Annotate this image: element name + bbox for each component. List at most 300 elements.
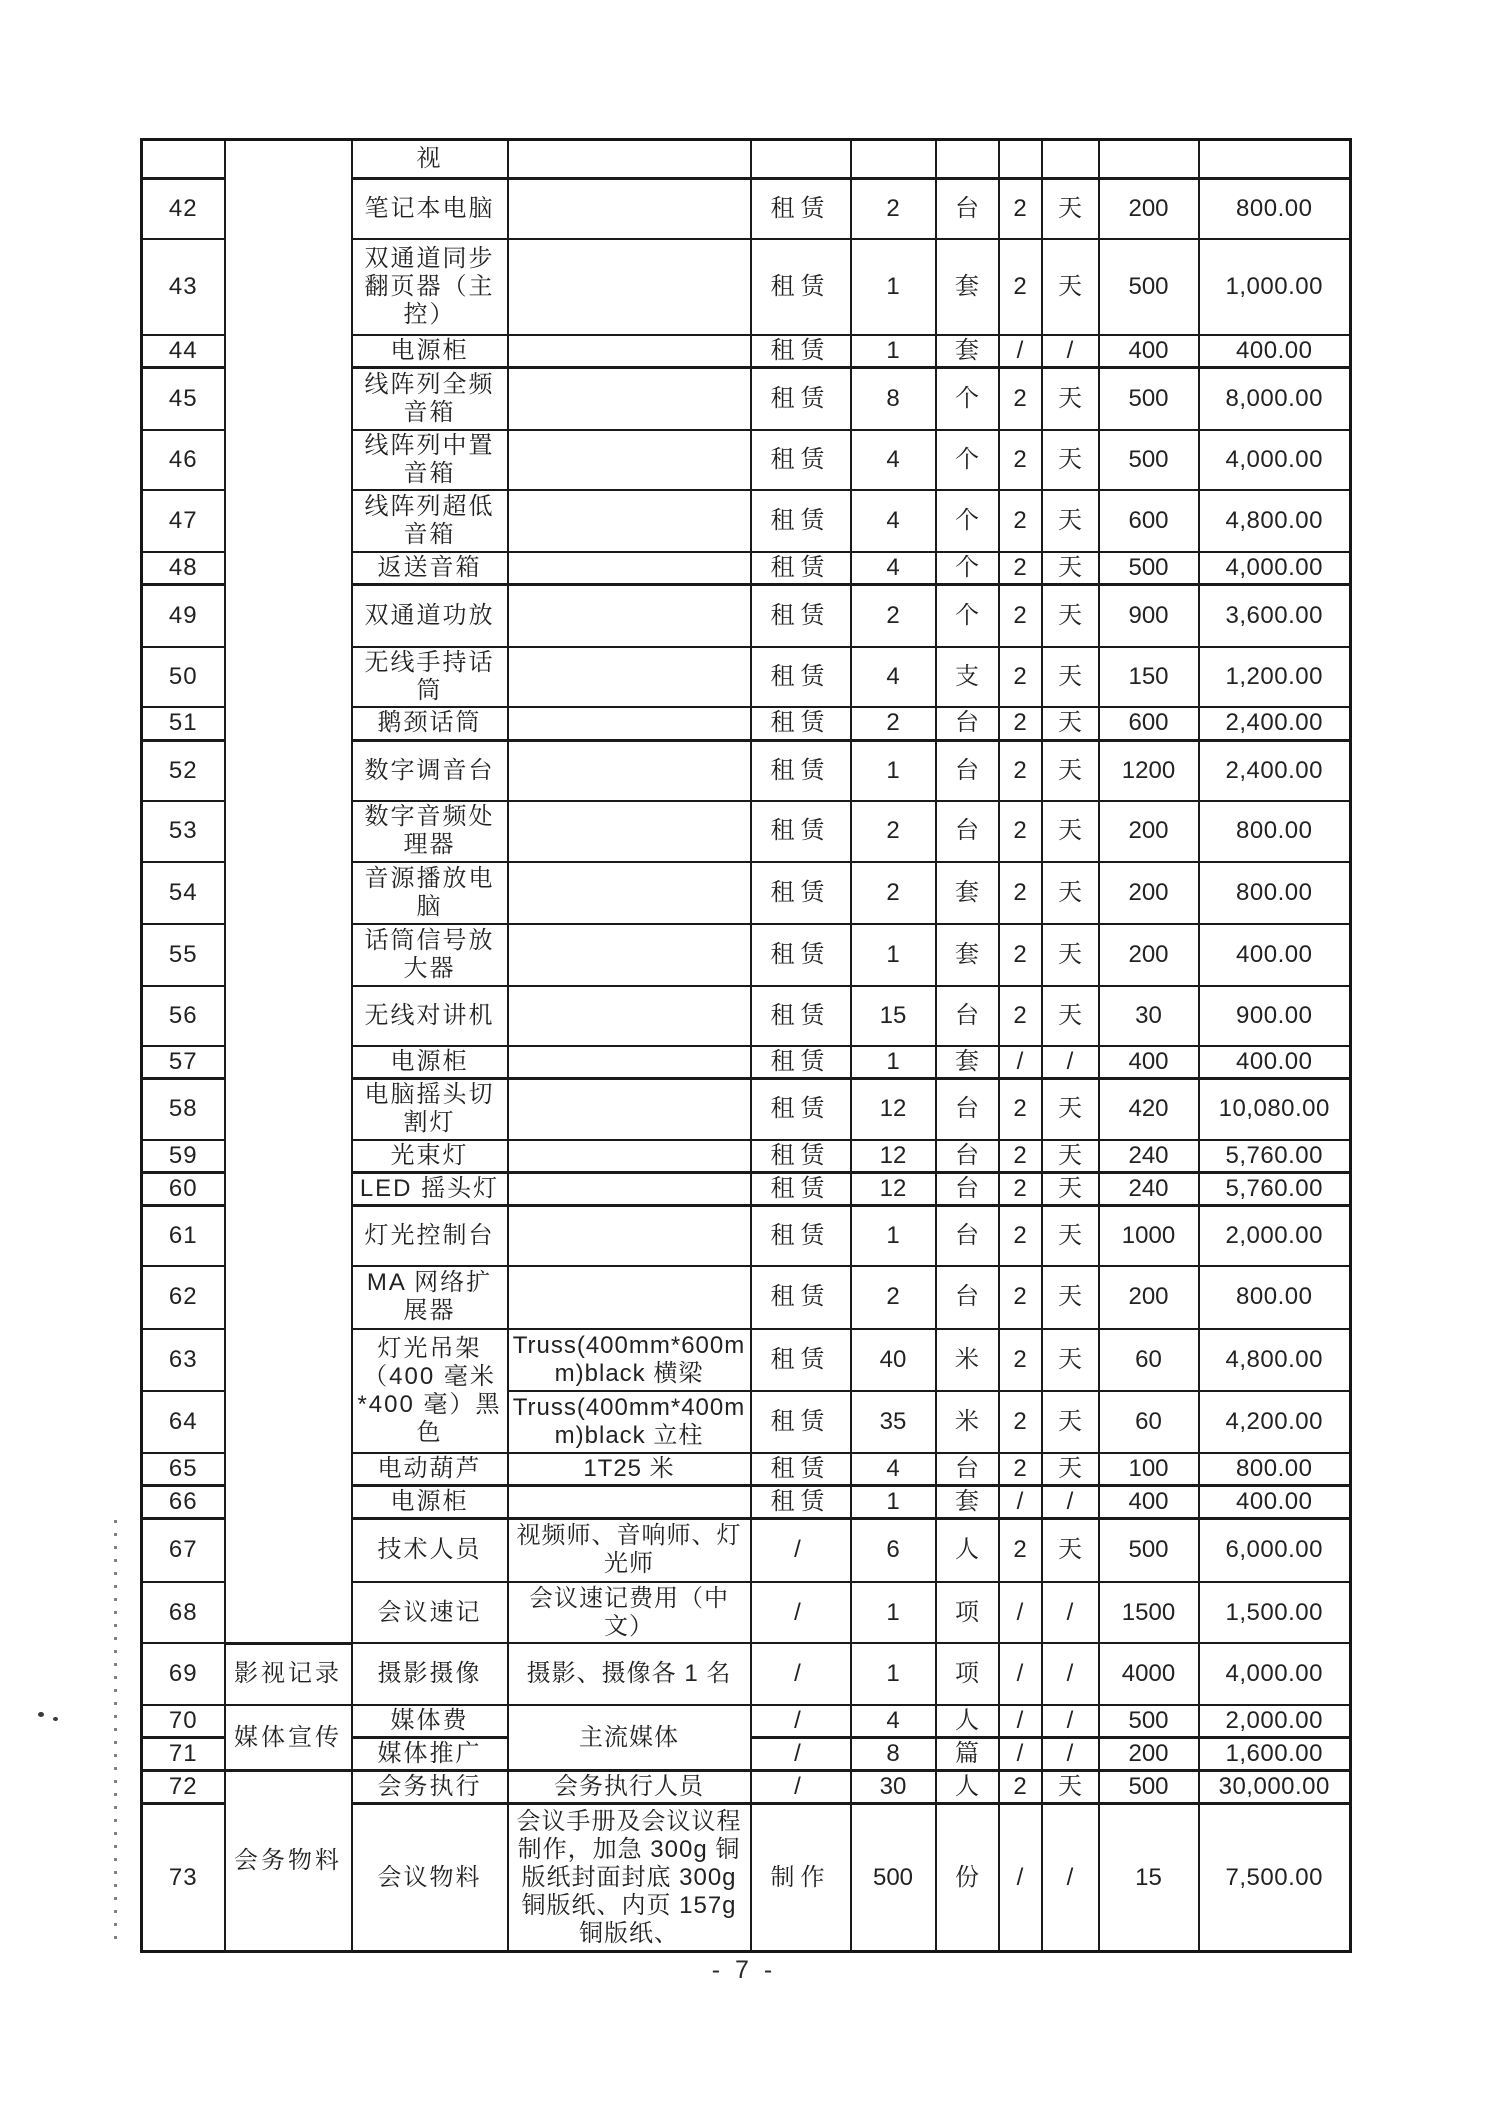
table-cell: 会务执行人员 [508, 1771, 751, 1804]
scan-artifact [114, 1520, 117, 1945]
table-cell: 6 [851, 1518, 936, 1582]
table-cell: 58 [142, 1078, 225, 1140]
table-cell: 租赁 [751, 1329, 851, 1391]
table-cell [225, 140, 352, 1644]
table-cell: 台 [936, 1453, 999, 1486]
table-cell: 7,500.00 [1199, 1804, 1351, 1952]
table-cell: 150 [1099, 647, 1199, 707]
table-cell: 500 [1099, 367, 1199, 430]
table-cell: 媒体宣传 [225, 1705, 352, 1771]
table-cell: 篇 [936, 1738, 999, 1771]
table-cell: 天 [1042, 1518, 1099, 1582]
table-cell: 无线手持话筒 [352, 647, 508, 707]
table-cell: 天 [1042, 1453, 1099, 1486]
table-cell: 数字调音台 [352, 741, 508, 801]
table-cell: 5,760.00 [1199, 1140, 1351, 1173]
table-cell: 套 [936, 239, 999, 335]
table-cell: / [999, 1582, 1042, 1643]
table-cell: 4 [851, 430, 936, 490]
table-cell [508, 552, 751, 585]
table-cell: 8 [851, 1738, 936, 1771]
table-cell: 天 [1042, 647, 1099, 707]
table-cell: 天 [1042, 367, 1099, 430]
table-cell: 800.00 [1199, 1453, 1351, 1486]
table-cell: 500 [1099, 1518, 1199, 1582]
table-cell: 8 [851, 367, 936, 430]
table-cell: 2 [999, 1140, 1042, 1173]
table-cell: 200 [1099, 179, 1199, 239]
table-cell [508, 585, 751, 647]
table-cell: 电脑摇头切割灯 [352, 1078, 508, 1140]
table-cell: 1 [851, 239, 936, 335]
table-cell: 60 [142, 1173, 225, 1206]
table-cell: 租赁 [751, 924, 851, 986]
scan-artifact [53, 1717, 58, 1721]
table-cell: 4,000.00 [1199, 1643, 1351, 1705]
table-cell: 天 [1042, 1771, 1099, 1804]
table-cell: 双通道同步翻页器（主控） [352, 239, 508, 335]
table-cell: 2 [999, 179, 1042, 239]
table-cell: 4000 [1099, 1643, 1199, 1705]
table-cell: 1T25 米 [508, 1453, 751, 1486]
table-cell: 天 [1042, 490, 1099, 552]
table-cell: 租赁 [751, 179, 851, 239]
table-cell: 个 [936, 552, 999, 585]
table-cell: 天 [1042, 1329, 1099, 1391]
table-cell: 天 [1042, 924, 1099, 986]
table-cell [508, 1173, 751, 1206]
table-cell [508, 1206, 751, 1266]
table-cell: 返送音箱 [352, 552, 508, 585]
table-cell [1199, 140, 1351, 179]
table-cell: 租赁 [751, 490, 851, 552]
table-cell: 200 [1099, 862, 1199, 924]
table-cell: 台 [936, 801, 999, 862]
table-cell: 电源柜 [352, 1046, 508, 1079]
table-cell: 240 [1099, 1173, 1199, 1206]
table-cell: 2 [999, 801, 1042, 862]
table-cell: 60 [1099, 1391, 1199, 1453]
table-cell: 200 [1099, 1738, 1199, 1771]
table-cell: 租赁 [751, 741, 851, 801]
table-cell: 72 [142, 1771, 225, 1804]
table-cell: 双通道功放 [352, 585, 508, 647]
table-cell: 12 [851, 1078, 936, 1140]
table-cell: 62 [142, 1266, 225, 1329]
table-cell: 2 [999, 707, 1042, 741]
table-cell: 台 [936, 1206, 999, 1266]
table-cell [1042, 140, 1099, 179]
table-cell [508, 647, 751, 707]
table-cell [508, 924, 751, 986]
table-cell: / [999, 1046, 1042, 1079]
table-cell: 天 [1042, 552, 1099, 585]
table-cell: 租赁 [751, 335, 851, 368]
table-cell [508, 1485, 751, 1518]
table-cell: / [1042, 1738, 1099, 1771]
table-cell: 天 [1042, 986, 1099, 1046]
table-cell [508, 741, 751, 801]
table-cell [508, 862, 751, 924]
table-cell: / [751, 1738, 851, 1771]
table-cell: 租赁 [751, 862, 851, 924]
table-cell: 1,200.00 [1199, 647, 1351, 707]
table-cell: 套 [936, 335, 999, 368]
table-cell: 42 [142, 179, 225, 239]
table-cell: 70 [142, 1705, 225, 1738]
table-cell: MA 网络扩展器 [352, 1266, 508, 1329]
table-cell: 天 [1042, 1140, 1099, 1173]
table-cell: 天 [1042, 430, 1099, 490]
table-cell: 个 [936, 430, 999, 490]
table-cell: 会议速记费用（中文） [508, 1582, 751, 1643]
table-cell [508, 1266, 751, 1329]
table-cell: 64 [142, 1391, 225, 1453]
table-cell: 租赁 [751, 1485, 851, 1518]
table-cell: 租赁 [751, 585, 851, 647]
table-cell: 49 [142, 585, 225, 647]
table-cell: 71 [142, 1738, 225, 1771]
table-cell: 400 [1099, 1046, 1199, 1079]
table-cell: 500 [1099, 552, 1199, 585]
table-cell: 套 [936, 1046, 999, 1079]
table-cell: 600 [1099, 490, 1199, 552]
table-cell: 台 [936, 707, 999, 741]
table-cell: 台 [936, 741, 999, 801]
table-cell: 数字音频处理器 [352, 801, 508, 862]
table-cell: 电动葫芦 [352, 1453, 508, 1486]
table-cell: / [1042, 1485, 1099, 1518]
table-cell: 46 [142, 430, 225, 490]
table-cell: 4,000.00 [1199, 430, 1351, 490]
table-cell: 会务物料 [225, 1771, 352, 1952]
table-cell: 视 [352, 140, 508, 179]
table-cell: 2,400.00 [1199, 741, 1351, 801]
table-cell: 1,000.00 [1199, 239, 1351, 335]
table-cell: Truss(400mm*600mm)black 横梁 [508, 1329, 751, 1391]
table-cell: 台 [936, 1078, 999, 1140]
table-cell: 项 [936, 1582, 999, 1643]
table-cell [508, 490, 751, 552]
table-cell: 2,000.00 [1199, 1206, 1351, 1266]
table-cell: 1 [851, 924, 936, 986]
table-cell [751, 140, 851, 179]
table-cell [1099, 140, 1199, 179]
table-cell: 6,000.00 [1199, 1518, 1351, 1582]
table-cell: 套 [936, 924, 999, 986]
table-cell: 52 [142, 741, 225, 801]
table-cell: 3,600.00 [1199, 585, 1351, 647]
table-cell: 2 [999, 1771, 1042, 1804]
table-cell: / [999, 1485, 1042, 1518]
table-cell [508, 140, 751, 179]
table-cell: 2 [999, 1518, 1042, 1582]
table-cell: 4,800.00 [1199, 1329, 1351, 1391]
table-cell: 5,760.00 [1199, 1173, 1351, 1206]
table-cell: 51 [142, 707, 225, 741]
table-cell: 笔记本电脑 [352, 179, 508, 239]
table-cell: 66 [142, 1485, 225, 1518]
table-cell: 61 [142, 1206, 225, 1266]
table-cell: 台 [936, 1140, 999, 1173]
table-cell: 53 [142, 801, 225, 862]
table-cell: 2 [999, 367, 1042, 430]
table-cell: 租赁 [751, 1453, 851, 1486]
table-cell: 2 [851, 1266, 936, 1329]
table-cell: 50 [142, 647, 225, 707]
table-cell: 1 [851, 335, 936, 368]
table-cell: 线阵列中置音箱 [352, 430, 508, 490]
table-cell [508, 239, 751, 335]
table-cell: 4 [851, 1453, 936, 1486]
table-cell: 租赁 [751, 1173, 851, 1206]
table-cell: 1 [851, 1206, 936, 1266]
table-cell: 200 [1099, 1266, 1199, 1329]
table-cell: 900 [1099, 585, 1199, 647]
table-cell: 2 [999, 1329, 1042, 1391]
table-cell: 租赁 [751, 239, 851, 335]
table-cell: 500 [851, 1804, 936, 1952]
table-cell: 4,800.00 [1199, 490, 1351, 552]
table-cell: 1,500.00 [1199, 1582, 1351, 1643]
table-cell: 摄影、摄像各 1 名 [508, 1643, 751, 1705]
table-cell [508, 1046, 751, 1079]
table-cell: 1 [851, 1485, 936, 1518]
table-cell: 4 [851, 552, 936, 585]
table-cell: 台 [936, 986, 999, 1046]
table-cell: 天 [1042, 1266, 1099, 1329]
table-cell: 项 [936, 1643, 999, 1705]
table-cell: 60 [1099, 1329, 1199, 1391]
table-cell: 1200 [1099, 741, 1199, 801]
table-cell: 2 [999, 862, 1042, 924]
page-number: - 7 - [711, 1956, 777, 1984]
table-cell: 会议手册及会议议程制作，加急 300g 铜版纸封面封底 300g 铜版纸、内页 157g 铜版纸、 [508, 1804, 751, 1952]
table-cell: 2 [851, 862, 936, 924]
table-cell: 30 [851, 1771, 936, 1804]
table-cell [142, 140, 225, 179]
table-cell: 500 [1099, 1771, 1199, 1804]
table-cell: 租赁 [751, 1266, 851, 1329]
table-cell: 4 [851, 490, 936, 552]
table-cell: 租赁 [751, 707, 851, 741]
table-cell: 73 [142, 1804, 225, 1952]
table-cell: / [1042, 1046, 1099, 1079]
table-cell: 30,000.00 [1199, 1771, 1351, 1804]
table-cell: / [1042, 335, 1099, 368]
table-cell: / [751, 1771, 851, 1804]
table-cell: 900.00 [1199, 986, 1351, 1046]
table-cell: 线阵列超低音箱 [352, 490, 508, 552]
table-cell: 2 [999, 647, 1042, 707]
table-cell: 租赁 [751, 986, 851, 1046]
table-cell: 个 [936, 490, 999, 552]
table-cell: 48 [142, 552, 225, 585]
table-cell: 68 [142, 1582, 225, 1643]
table-cell: 400.00 [1199, 1485, 1351, 1518]
table-cell: 线阵列全频音箱 [352, 367, 508, 430]
table-cell: / [999, 1705, 1042, 1738]
table-cell: 媒体推广 [352, 1738, 508, 1771]
table-cell: 2 [999, 986, 1042, 1046]
table-cell: 2 [851, 801, 936, 862]
table-cell: 800.00 [1199, 179, 1351, 239]
table-cell: 鹅颈话筒 [352, 707, 508, 741]
table-cell: 12 [851, 1173, 936, 1206]
table-cell: / [999, 335, 1042, 368]
table-cell: 65 [142, 1453, 225, 1486]
table-cell: 100 [1099, 1453, 1199, 1486]
table-cell: / [1042, 1643, 1099, 1705]
table-cell: 240 [1099, 1140, 1199, 1173]
table-cell: / [751, 1705, 851, 1738]
table-cell: 租赁 [751, 1078, 851, 1140]
table-cell: 420 [1099, 1078, 1199, 1140]
table-cell: / [1042, 1582, 1099, 1643]
table-cell: 摄影摄像 [352, 1643, 508, 1705]
table-cell: 2 [999, 1206, 1042, 1266]
table-cell: 2 [999, 239, 1042, 335]
table-cell [508, 707, 751, 741]
table-cell: 无线对讲机 [352, 986, 508, 1046]
table-cell: 会议物料 [352, 1804, 508, 1952]
table-cell: 500 [1099, 1705, 1199, 1738]
table-cell: 45 [142, 367, 225, 430]
table-cell [851, 140, 936, 179]
budget-table [140, 138, 1352, 1953]
table-cell [508, 179, 751, 239]
table-cell: 1 [851, 1582, 936, 1643]
table-cell [508, 1078, 751, 1140]
table-cell: 天 [1042, 741, 1099, 801]
table-cell: 天 [1042, 1206, 1099, 1266]
table-cell: 台 [936, 1266, 999, 1329]
table-cell: 1 [851, 1643, 936, 1705]
table-cell: 59 [142, 1140, 225, 1173]
table-cell: 套 [936, 1485, 999, 1518]
table-cell: 会议速记 [352, 1582, 508, 1643]
table-cell: / [751, 1643, 851, 1705]
table-cell: 54 [142, 862, 225, 924]
table-cell: 2 [999, 1453, 1042, 1486]
table-cell: 租赁 [751, 1391, 851, 1453]
table-cell: 2 [999, 741, 1042, 801]
table-cell: 天 [1042, 862, 1099, 924]
table-cell: 600 [1099, 707, 1199, 741]
table-cell [936, 140, 999, 179]
table-cell: 影视记录 [225, 1643, 352, 1705]
table-cell: 800.00 [1199, 862, 1351, 924]
table-cell: / [751, 1582, 851, 1643]
table-cell: 会务执行 [352, 1771, 508, 1804]
table-cell: 台 [936, 1173, 999, 1206]
table-cell: / [999, 1804, 1042, 1952]
table-cell: 56 [142, 986, 225, 1046]
table-cell: 47 [142, 490, 225, 552]
table-cell: 4 [851, 1705, 936, 1738]
table-cell: 媒体费 [352, 1705, 508, 1738]
table-cell: 米 [936, 1329, 999, 1391]
table-cell: 4,200.00 [1199, 1391, 1351, 1453]
table-cell: 1000 [1099, 1206, 1199, 1266]
table-cell: 租赁 [751, 552, 851, 585]
table-cell: 份 [936, 1804, 999, 1952]
table-cell: / [999, 1738, 1042, 1771]
table-cell: 1,600.00 [1199, 1738, 1351, 1771]
table-cell: 技术人员 [352, 1518, 508, 1582]
table-cell: 人 [936, 1518, 999, 1582]
table-cell: 2 [999, 585, 1042, 647]
table-cell: 制作 [751, 1804, 851, 1952]
table-cell: 1 [851, 1046, 936, 1079]
table-cell: 500 [1099, 430, 1199, 490]
table-cell: 800.00 [1199, 1266, 1351, 1329]
table-cell: 租赁 [751, 801, 851, 862]
table-cell: 米 [936, 1391, 999, 1453]
table-cell: 400 [1099, 1485, 1199, 1518]
table-cell: 55 [142, 924, 225, 986]
table-cell: 30 [1099, 986, 1199, 1046]
table-cell: 灯光吊架（400 毫米*400 毫）黑色 [352, 1329, 508, 1453]
table-cell: 2 [999, 924, 1042, 986]
table-cell: 租赁 [751, 367, 851, 430]
table-cell: 租赁 [751, 1140, 851, 1173]
table-cell: 8,000.00 [1199, 367, 1351, 430]
table-cell: 台 [936, 179, 999, 239]
table-cell: 10,080.00 [1199, 1078, 1351, 1140]
table-cell: 2 [999, 1266, 1042, 1329]
table-cell: 400 [1099, 335, 1199, 368]
table-cell: 灯光控制台 [352, 1206, 508, 1266]
table-cell: 12 [851, 1140, 936, 1173]
table-cell: 67 [142, 1518, 225, 1582]
table-cell: 2 [999, 490, 1042, 552]
table-cell: 57 [142, 1046, 225, 1079]
table-cell: 200 [1099, 801, 1199, 862]
table-cell: / [1042, 1804, 1099, 1952]
table-cell: 500 [1099, 239, 1199, 335]
table-cell: 天 [1042, 801, 1099, 862]
table-cell: 2 [999, 552, 1042, 585]
table-cell: 电源柜 [352, 335, 508, 368]
table-cell: 2 [999, 1078, 1042, 1140]
table-cell: 35 [851, 1391, 936, 1453]
table-cell: 天 [1042, 585, 1099, 647]
table-cell: 个 [936, 367, 999, 430]
table-cell: 15 [851, 986, 936, 1046]
table-cell: 主流媒体 [508, 1705, 751, 1771]
table-cell: 支 [936, 647, 999, 707]
table-cell: 200 [1099, 924, 1199, 986]
table-cell: 人 [936, 1705, 999, 1738]
table-cell: / [999, 1643, 1042, 1705]
table-cell: 2,000.00 [1199, 1705, 1351, 1738]
table-cell: 租赁 [751, 647, 851, 707]
table-cell [508, 1140, 751, 1173]
table-cell: 话筒信号放大器 [352, 924, 508, 986]
table-cell: 400.00 [1199, 335, 1351, 368]
table-cell: / [1042, 1705, 1099, 1738]
table-cell: 个 [936, 585, 999, 647]
table-cell: 租赁 [751, 430, 851, 490]
table-cell [508, 335, 751, 368]
table-cell [999, 140, 1042, 179]
table-cell: LED 摇头灯 [352, 1173, 508, 1206]
table-cell: 天 [1042, 1391, 1099, 1453]
table-cell: 电源柜 [352, 1485, 508, 1518]
table-cell: 4 [851, 647, 936, 707]
table-cell: 2 [851, 707, 936, 741]
